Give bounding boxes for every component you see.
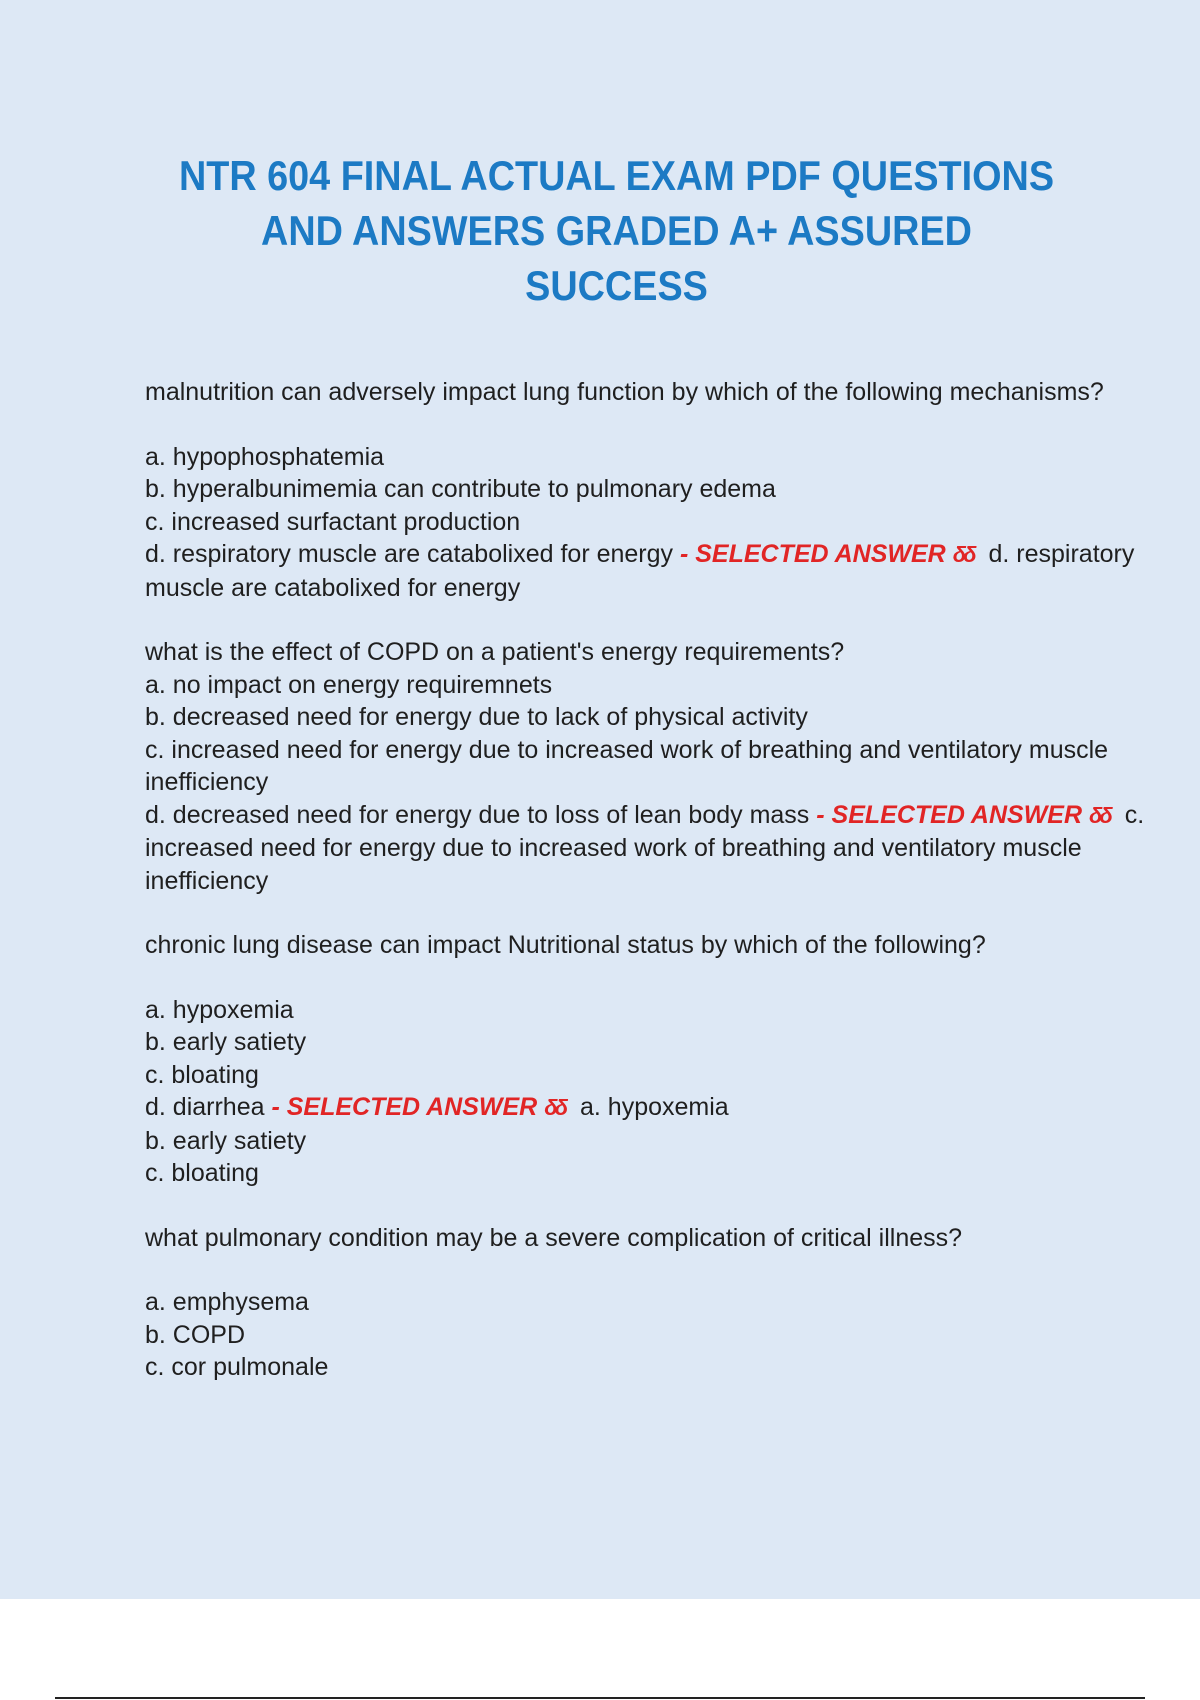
question-stem: malnutrition can adversely impact lung function by which of the following mechanisms?: [145, 378, 1104, 406]
selected-answer-line: [145, 799, 1165, 898]
eyes-icon: δδ: [1088, 802, 1110, 828]
question-block: [145, 1222, 1165, 1384]
question-stem: chronic lung disease can impact Nutritional status by which of the following?: [145, 931, 986, 959]
eyes-icon: δδ: [544, 1095, 566, 1120]
answer-continuation: c. bloating: [145, 1159, 259, 1187]
selected-answer-label: - SELECTED ANSWER: [679, 540, 946, 568]
answer-option: c. cor pulmonale: [145, 1353, 329, 1381]
answer-option: b. early satiety: [145, 1028, 307, 1056]
answer-option: c. bloating: [145, 1060, 259, 1089]
page-divider: [55, 1697, 1145, 1699]
answer-option: a. emphysema: [145, 1288, 309, 1316]
question-block: [145, 929, 1165, 1190]
answer-option: a. no impact on energy requiremnets: [145, 670, 553, 699]
question-stem: what is the effect of COPD on a patient's energy requirements?: [145, 638, 845, 666]
selected-answer-line: [145, 1091, 1165, 1125]
answer-continuation: b. early satiety: [145, 1126, 307, 1155]
answer-option: c. increased need for energy due to increased work of breathing and ventilatory muscle inefficiency: [145, 735, 1109, 796]
answer-option: a. hypophosphatemia: [145, 442, 385, 471]
question-stem: what pulmonary condition may be a severe complication of critical illness?: [145, 1223, 963, 1252]
document-body: [145, 376, 1165, 1416]
selected-answer-line: [145, 538, 1165, 604]
answer-option: c. increased surfactant production: [145, 507, 521, 536]
selected-option: d. decreased need for energy due to loss of lean body mass: [145, 800, 810, 829]
answer-option: a. hypoxemia: [145, 995, 294, 1024]
answer-option: b. hyperalbunimemia can contribute to pulmonary edema: [145, 475, 776, 503]
correct-answer: c. increased need for energy due to increased work of breathing and ventilatory muscle inefficiency: [145, 800, 1145, 895]
correct-answer: d. respiratory muscle are catabolixed for energy: [145, 540, 1135, 602]
selected-answer-label: - SELECTED ANSWER: [816, 800, 1083, 829]
selected-option: d. respiratory muscle are catabolixed for energy: [145, 540, 674, 568]
answer-option: b. decreased need for energy due to lack of physical activity: [145, 703, 808, 731]
selected-answer-label: - SELECTED ANSWER: [271, 1093, 538, 1121]
question-block: [145, 376, 1165, 604]
question-block: [145, 636, 1165, 897]
selected-option: d. diarrhea: [145, 1093, 265, 1121]
eyes-icon: δδ: [952, 542, 974, 567]
correct-answer: a. hypoxemia: [580, 1093, 729, 1121]
answer-option: b. COPD: [145, 1320, 246, 1349]
document-title: NTR 604 FINAL ACTUAL EXAM PDF QUESTIONS AND ANSWERS GRADED A+ ASSURED SUCCESS: [178, 152, 1055, 309]
